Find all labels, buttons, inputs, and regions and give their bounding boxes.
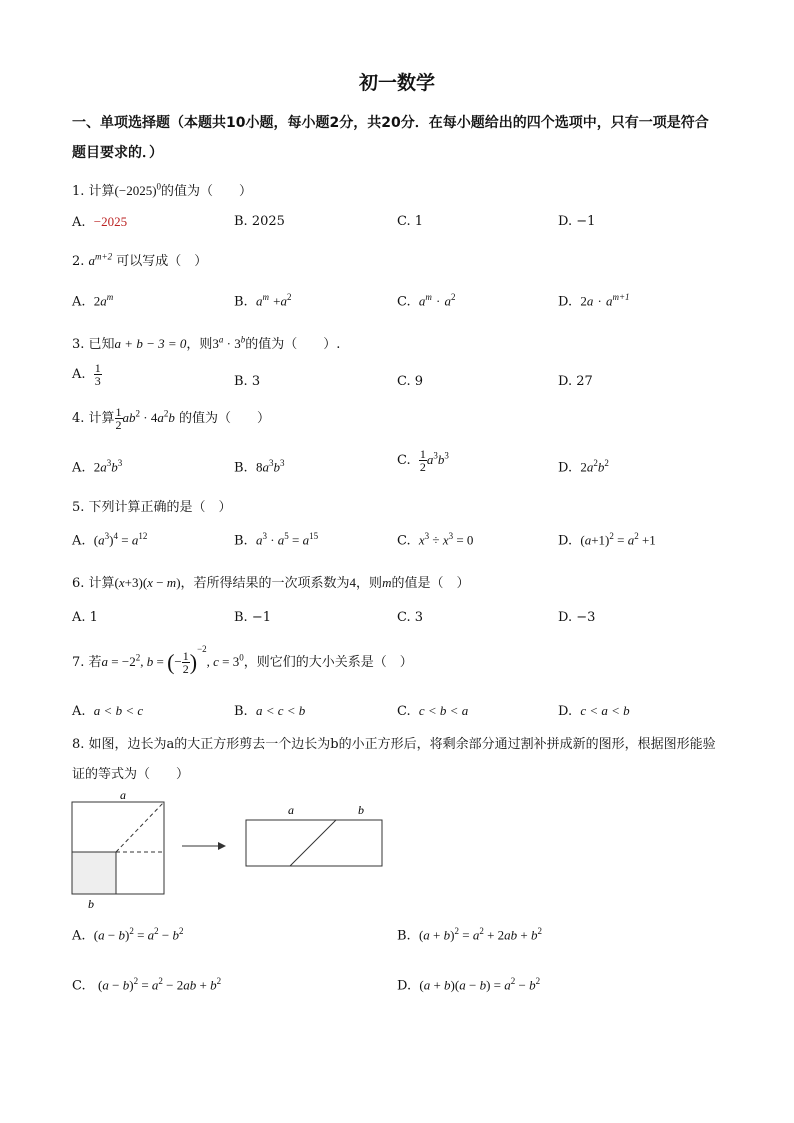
- small-square: [72, 852, 116, 894]
- cut-line: [290, 820, 336, 866]
- q7-option-d: D. c < a < b: [558, 703, 630, 719]
- question-8: 8. 如图，边长为a的大正方形剪去一个边长为b的小正方形后，将剩余部分通过割补拼成新的图形，根据图形能验证的等式为（ ）: [72, 737, 716, 782]
- q5-option-c: C. $x^3 \div x^3 = 0$: [397, 531, 474, 549]
- question-6: 6. 计算(x+3)(x − m)，若所得结果的一次项系数为4，则m的值是（ ）: [72, 575, 470, 591]
- label-b-left: b: [88, 897, 94, 910]
- q8-option-d: D. $(a + b)(a - b) = a^2 - b^2$: [397, 976, 541, 994]
- question-5: 5. 下列计算正确的是（ ）: [72, 500, 232, 515]
- q1-option-a: A. −2025: [72, 214, 128, 230]
- q5-option-a: A. $(a^3)^4 = a^{12}$: [72, 531, 148, 549]
- arrow-icon: [218, 842, 226, 850]
- q6-option-d: D. −3: [558, 610, 596, 625]
- q5-option-d: D. $(a+1)^2 = a^2 +1$: [558, 531, 656, 549]
- q2-option-c: C. $a^m \cdot a^2$: [397, 292, 456, 310]
- q7-option-c: C. c < b < a: [397, 703, 469, 719]
- q8-figure: [68, 790, 388, 910]
- label-b-right: b: [358, 803, 364, 817]
- q5-option-b: B. $a^3 \cdot a^5 = a^{15}$: [234, 531, 319, 549]
- q8-option-b: B. $(a + b)^2 = a^2 + 2ab + b^2$: [397, 926, 543, 944]
- q4-option-d: D. $2a^2b^2$: [558, 458, 609, 476]
- q6-option-b: B. −1: [234, 610, 271, 625]
- q8-option-c: C. $(a - b)^2 = a^2 - 2ab + b^2$: [72, 976, 222, 994]
- q4-option-a: A. $2a^3b^3$: [72, 458, 123, 476]
- q4-option-b: B. $8a^3b^3$: [234, 458, 285, 476]
- question-7: 7. 若$a = -2^2$, b = (− $\frac{1}{2}$ )$^{-2}$, $c = 3^0$，则它们的大小关系是（ ）: [72, 644, 413, 676]
- result-rectangle: [246, 820, 382, 866]
- question-1: 1. 计算$(-2025)^0$的值为（ ）: [72, 181, 253, 199]
- q7-option-b: B. a < c < b: [234, 703, 306, 719]
- page-title: 初一数学: [358, 72, 435, 94]
- section-heading: 一、单项选择题（本题共10小题，每小题2分，共20分．在每小题给出的四个选项中，只有一项是符合题目要求的．）: [72, 115, 709, 161]
- q1-option-c: C. 1: [397, 214, 424, 229]
- label-a-left: a: [120, 790, 126, 802]
- question-3: 3. 已知a + b − 3 = 0，则$3^a \cdot 3^b$的值为（ ）.: [72, 334, 341, 352]
- q2-option-a: A. $2a^m$: [72, 292, 114, 310]
- q3-option-d: D. 27: [558, 374, 593, 389]
- q1-option-d: D. −1: [558, 214, 596, 229]
- q3-option-c: C. 9: [397, 374, 424, 389]
- q1-option-b: B. 2025: [234, 214, 285, 229]
- q4-option-c: C. $\frac{1}{2}$ $a^3b^3$: [397, 447, 449, 474]
- question-2: 2. $a^{m+2}$ 可以写成（ ）: [72, 251, 208, 269]
- q3-option-a: A. $\frac{1}{3}$: [72, 361, 101, 388]
- dashed-line-diagonal: [116, 802, 164, 852]
- label-a-right: a: [288, 803, 294, 817]
- question-4: 4. 计算 $\frac{1}{2}$ $ab^2 \cdot 4a^2b$ 的值为（ ）: [72, 405, 271, 432]
- q6-option-c: C. 3: [397, 610, 424, 625]
- q7-option-a: A. a < b < c: [72, 703, 144, 719]
- q6-option-a: A. 1: [72, 610, 98, 625]
- q2-option-b: B. $a^m +a^2$: [234, 292, 292, 310]
- q2-option-d: D. $2a \cdot a^{m+1}$: [558, 292, 630, 310]
- q3-option-b: B. 3: [234, 374, 261, 389]
- q8-option-a: A. $(a - b)^2 = a^2 - b^2$: [72, 926, 184, 944]
